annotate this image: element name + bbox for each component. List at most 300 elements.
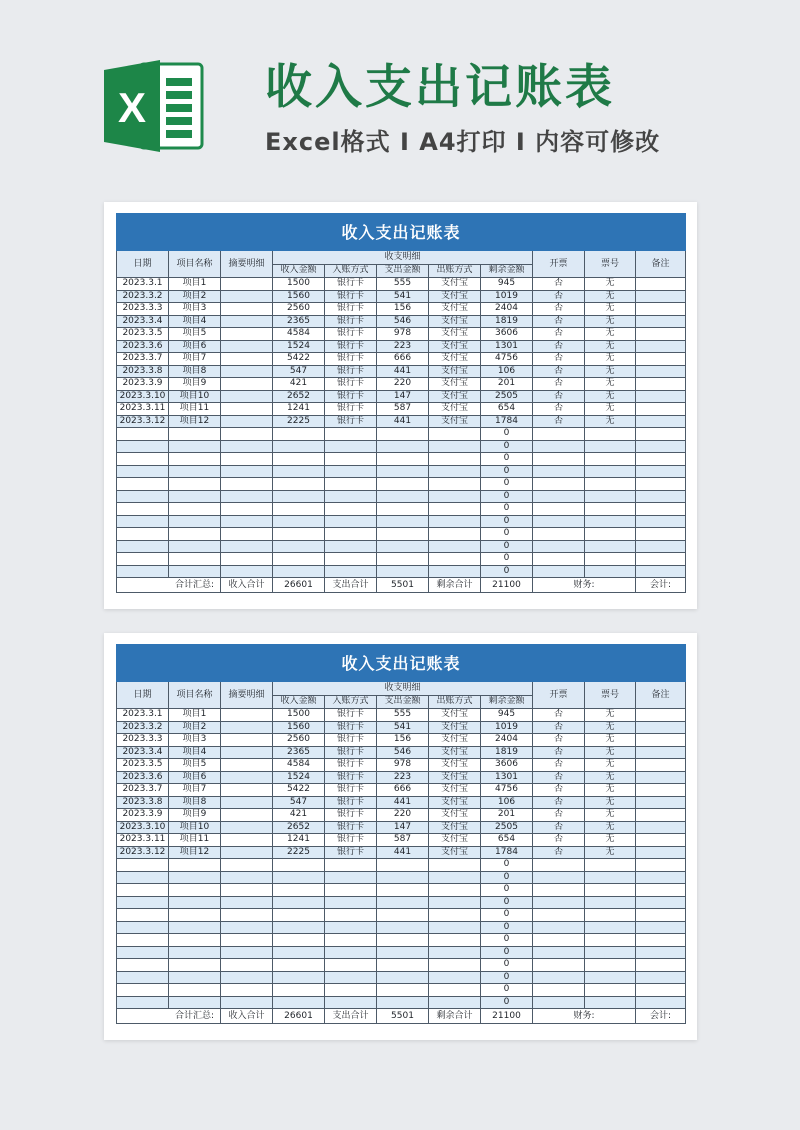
cell-balance: 0 — [481, 490, 533, 503]
cell-expense-method — [429, 884, 481, 897]
cell-summary — [221, 390, 273, 403]
cell-income: 2560 — [273, 303, 325, 316]
cell-item — [169, 428, 221, 441]
cell-balance: 201 — [481, 378, 533, 391]
cell-income-method: 银行卡 — [325, 746, 377, 759]
cell-ticket-no: 无 — [585, 278, 636, 291]
ledger-rows — [117, 278, 686, 578]
cell-expense-method: 支付宝 — [429, 834, 481, 847]
cell-expense — [377, 921, 429, 934]
cell-ticket-no: 无 — [585, 403, 636, 416]
cell-remarks — [636, 771, 686, 784]
table-row — [117, 934, 686, 947]
cell-summary — [221, 503, 273, 516]
cell-income-method — [325, 984, 377, 997]
cell-expense-method — [429, 996, 481, 1009]
cell-summary — [221, 896, 273, 909]
cell-item: 项目11 — [169, 834, 221, 847]
cell-item: 项目12 — [169, 415, 221, 428]
cell-expense — [377, 934, 429, 947]
cell-summary — [221, 771, 273, 784]
cell-invoice — [533, 515, 585, 528]
group-header-details: 收支明细 — [273, 682, 533, 696]
cell-invoice — [533, 553, 585, 566]
cell-invoice: 否 — [533, 378, 585, 391]
cell-summary — [221, 921, 273, 934]
cell-remarks — [636, 859, 686, 872]
cell-expense-method — [429, 909, 481, 922]
cell-ticket-no — [585, 996, 636, 1009]
cell-summary — [221, 746, 273, 759]
cell-ticket-no — [585, 934, 636, 947]
cell-remarks — [636, 734, 686, 747]
cell-income — [273, 959, 325, 972]
cell-income: 1524 — [273, 771, 325, 784]
cell-ticket-no — [585, 528, 636, 541]
cell-invoice: 否 — [533, 821, 585, 834]
cell-income-method — [325, 921, 377, 934]
cell-item: 项目1 — [169, 709, 221, 722]
cell-income: 4584 — [273, 328, 325, 341]
column-header-balance: 剩余金额 — [481, 264, 533, 278]
cell-balance: 1819 — [481, 746, 533, 759]
cell-date — [117, 884, 169, 897]
cell-income-method — [325, 946, 377, 959]
cell-income-method — [325, 490, 377, 503]
cell-income-method: 银行卡 — [325, 809, 377, 822]
cell-income — [273, 503, 325, 516]
cell-income — [273, 996, 325, 1009]
cell-remarks — [636, 440, 686, 453]
cell-item: 项目5 — [169, 759, 221, 772]
table-row — [117, 315, 686, 328]
cell-expense-method: 支付宝 — [429, 796, 481, 809]
cell-income-method — [325, 515, 377, 528]
table-row — [117, 859, 686, 872]
cell-summary — [221, 984, 273, 997]
cell-date: 2023.3.10 — [117, 390, 169, 403]
cell-item — [169, 959, 221, 972]
cell-balance: 2404 — [481, 734, 533, 747]
cell-remarks — [636, 946, 686, 959]
cell-invoice: 否 — [533, 746, 585, 759]
cell-balance: 4756 — [481, 353, 533, 366]
cell-remarks — [636, 465, 686, 478]
cell-income: 421 — [273, 378, 325, 391]
table-row — [117, 553, 686, 566]
cell-balance: 1301 — [481, 340, 533, 353]
cell-ticket-no — [585, 884, 636, 897]
table-row — [117, 290, 686, 303]
cell-balance: 4756 — [481, 784, 533, 797]
cell-income — [273, 440, 325, 453]
cell-expense-method: 支付宝 — [429, 784, 481, 797]
table-row — [117, 303, 686, 316]
cell-summary — [221, 428, 273, 441]
cell-invoice — [533, 478, 585, 491]
cell-income-method — [325, 528, 377, 541]
cell-expense — [377, 440, 429, 453]
cell-date — [117, 515, 169, 528]
table-row — [117, 328, 686, 341]
cell-summary — [221, 784, 273, 797]
cell-item — [169, 465, 221, 478]
cell-date — [117, 465, 169, 478]
table-row — [117, 453, 686, 466]
cell-item — [169, 565, 221, 578]
cell-expense — [377, 871, 429, 884]
cell-invoice — [533, 503, 585, 516]
totals-row — [117, 578, 686, 593]
cell-item: 项目2 — [169, 721, 221, 734]
cell-item: 项目4 — [169, 746, 221, 759]
cell-balance: 3606 — [481, 759, 533, 772]
cell-remarks — [636, 934, 686, 947]
cell-income-method — [325, 478, 377, 491]
cell-invoice: 否 — [533, 721, 585, 734]
cell-ticket-no: 无 — [585, 821, 636, 834]
cell-date — [117, 503, 169, 516]
cell-item — [169, 971, 221, 984]
cell-ticket-no — [585, 478, 636, 491]
column-header-item: 项目名称 — [169, 682, 221, 709]
cell-date: 2023.3.7 — [117, 784, 169, 797]
cell-income — [273, 428, 325, 441]
cell-summary — [221, 440, 273, 453]
cell-summary — [221, 946, 273, 959]
cell-balance: 0 — [481, 921, 533, 934]
column-header-income-method: 入账方式 — [325, 264, 377, 278]
table-row — [117, 984, 686, 997]
cell-ticket-no — [585, 490, 636, 503]
cell-summary — [221, 859, 273, 872]
cell-expense — [377, 565, 429, 578]
cell-balance: 1301 — [481, 771, 533, 784]
column-header-summary: 摘要明细 — [221, 251, 273, 278]
cell-ticket-no — [585, 453, 636, 466]
cell-summary — [221, 959, 273, 972]
cell-expense: 223 — [377, 771, 429, 784]
cell-invoice: 否 — [533, 709, 585, 722]
cell-date — [117, 871, 169, 884]
cell-invoice — [533, 921, 585, 934]
cell-expense — [377, 465, 429, 478]
cell-expense-method: 支付宝 — [429, 846, 481, 859]
cell-date: 2023.3.9 — [117, 809, 169, 822]
cell-date — [117, 440, 169, 453]
cell-remarks — [636, 984, 686, 997]
cell-expense — [377, 428, 429, 441]
cell-expense-method: 支付宝 — [429, 378, 481, 391]
cell-summary — [221, 528, 273, 541]
cell-invoice: 否 — [533, 340, 585, 353]
cell-date — [117, 528, 169, 541]
cell-balance: 106 — [481, 365, 533, 378]
cell-invoice: 否 — [533, 390, 585, 403]
cell-invoice — [533, 859, 585, 872]
cell-expense-method: 支付宝 — [429, 278, 481, 291]
expense-total-label: 支出合计 — [325, 578, 377, 593]
cell-income: 547 — [273, 365, 325, 378]
cell-expense: 555 — [377, 278, 429, 291]
cell-remarks — [636, 565, 686, 578]
cell-income — [273, 859, 325, 872]
cell-balance: 0 — [481, 440, 533, 453]
cell-balance: 3606 — [481, 328, 533, 341]
cell-date: 2023.3.9 — [117, 378, 169, 391]
cell-balance: 0 — [481, 984, 533, 997]
cell-income — [273, 553, 325, 566]
cell-income — [273, 896, 325, 909]
cell-ticket-no — [585, 921, 636, 934]
cell-ticket-no — [585, 440, 636, 453]
cell-ticket-no: 无 — [585, 846, 636, 859]
cell-invoice: 否 — [533, 403, 585, 416]
cell-invoice — [533, 896, 585, 909]
cell-ticket-no — [585, 896, 636, 909]
cell-summary — [221, 415, 273, 428]
cell-ticket-no — [585, 959, 636, 972]
cell-balance: 0 — [481, 946, 533, 959]
balance-total-value: 21100 — [481, 578, 533, 593]
cell-date — [117, 540, 169, 553]
cell-expense-method — [429, 984, 481, 997]
cell-expense — [377, 996, 429, 1009]
cell-expense-method — [429, 946, 481, 959]
cell-income: 2652 — [273, 390, 325, 403]
cell-expense — [377, 859, 429, 872]
cell-income — [273, 515, 325, 528]
accountant-label: 会计: — [636, 1009, 686, 1024]
cell-balance: 0 — [481, 540, 533, 553]
cell-ticket-no: 无 — [585, 378, 636, 391]
cell-expense — [377, 971, 429, 984]
cell-income — [273, 490, 325, 503]
cell-income-method: 银行卡 — [325, 784, 377, 797]
table-row — [117, 921, 686, 934]
cell-remarks — [636, 328, 686, 341]
cell-income-method — [325, 896, 377, 909]
cell-income — [273, 478, 325, 491]
table-row — [117, 734, 686, 747]
page-title: 收入支出记账表 — [265, 60, 615, 115]
income-total-label: 收入合计 — [221, 578, 273, 593]
cell-expense: 147 — [377, 821, 429, 834]
cell-invoice: 否 — [533, 771, 585, 784]
cell-income — [273, 540, 325, 553]
cell-income-method — [325, 996, 377, 1009]
cell-ticket-no: 无 — [585, 290, 636, 303]
column-header-income: 收入金额 — [273, 264, 325, 278]
cell-expense: 587 — [377, 403, 429, 416]
cell-invoice — [533, 453, 585, 466]
cell-remarks — [636, 784, 686, 797]
cell-expense — [377, 453, 429, 466]
cell-income: 5422 — [273, 353, 325, 366]
cell-item — [169, 984, 221, 997]
cell-summary — [221, 884, 273, 897]
cell-invoice — [533, 465, 585, 478]
column-header-ticket-no: 票号 — [585, 682, 636, 709]
column-header-summary: 摘要明细 — [221, 682, 273, 709]
cell-item: 项目6 — [169, 340, 221, 353]
cell-expense-method — [429, 528, 481, 541]
cell-balance: 0 — [481, 465, 533, 478]
cell-income-method: 银行卡 — [325, 759, 377, 772]
totals-label: 合计汇总: — [117, 1009, 221, 1024]
cell-invoice — [533, 996, 585, 1009]
cell-summary — [221, 796, 273, 809]
cell-summary — [221, 909, 273, 922]
cell-income: 421 — [273, 809, 325, 822]
cell-expense-method: 支付宝 — [429, 390, 481, 403]
cell-invoice: 否 — [533, 734, 585, 747]
cell-invoice — [533, 440, 585, 453]
cell-income: 2225 — [273, 846, 325, 859]
cell-ticket-no — [585, 540, 636, 553]
cell-ticket-no — [585, 871, 636, 884]
cell-item — [169, 553, 221, 566]
cell-income-method — [325, 553, 377, 566]
cell-balance: 2505 — [481, 390, 533, 403]
cell-ticket-no — [585, 859, 636, 872]
cell-income: 1500 — [273, 709, 325, 722]
cell-balance: 106 — [481, 796, 533, 809]
cell-income — [273, 884, 325, 897]
cell-invoice — [533, 490, 585, 503]
cell-remarks — [636, 821, 686, 834]
cell-income — [273, 565, 325, 578]
cell-remarks — [636, 796, 686, 809]
cell-invoice — [533, 428, 585, 441]
cell-remarks — [636, 315, 686, 328]
cell-invoice: 否 — [533, 846, 585, 859]
cell-remarks — [636, 503, 686, 516]
cell-summary — [221, 846, 273, 859]
cell-item — [169, 946, 221, 959]
cell-invoice — [533, 959, 585, 972]
cell-remarks — [636, 515, 686, 528]
cell-ticket-no — [585, 515, 636, 528]
table-row — [117, 871, 686, 884]
cell-remarks — [636, 759, 686, 772]
cell-remarks — [636, 746, 686, 759]
cell-summary — [221, 971, 273, 984]
cell-ticket-no — [585, 428, 636, 441]
column-header-remarks: 备注 — [636, 682, 686, 709]
cell-summary — [221, 834, 273, 847]
cell-ticket-no: 无 — [585, 328, 636, 341]
cell-date: 2023.3.6 — [117, 340, 169, 353]
cell-expense-method — [429, 490, 481, 503]
cell-balance: 0 — [481, 528, 533, 541]
cell-summary — [221, 478, 273, 491]
cell-date: 2023.3.2 — [117, 721, 169, 734]
cell-expense-method — [429, 428, 481, 441]
cell-item: 项目12 — [169, 846, 221, 859]
table-row — [117, 278, 686, 291]
cell-expense-method: 支付宝 — [429, 315, 481, 328]
table-row — [117, 946, 686, 959]
cell-income-method — [325, 934, 377, 947]
cell-remarks — [636, 709, 686, 722]
cell-invoice: 否 — [533, 365, 585, 378]
cell-balance: 1819 — [481, 315, 533, 328]
cell-remarks — [636, 540, 686, 553]
cell-summary — [221, 453, 273, 466]
cell-expense: 441 — [377, 796, 429, 809]
cell-ticket-no: 无 — [585, 721, 636, 734]
cell-balance: 654 — [481, 834, 533, 847]
cell-summary — [221, 553, 273, 566]
cell-date: 2023.3.3 — [117, 734, 169, 747]
cell-ticket-no: 无 — [585, 390, 636, 403]
column-header-income-method: 入账方式 — [325, 695, 377, 709]
cell-expense-method — [429, 553, 481, 566]
column-header-date: 日期 — [117, 682, 169, 709]
cell-invoice: 否 — [533, 415, 585, 428]
cell-income: 2652 — [273, 821, 325, 834]
table-row — [117, 540, 686, 553]
cell-expense — [377, 490, 429, 503]
cell-date — [117, 859, 169, 872]
cell-income: 2365 — [273, 315, 325, 328]
cell-expense-method — [429, 503, 481, 516]
cell-remarks — [636, 303, 686, 316]
cell-date: 2023.3.4 — [117, 315, 169, 328]
cell-expense: 546 — [377, 746, 429, 759]
cell-item: 项目4 — [169, 315, 221, 328]
cell-balance: 0 — [481, 503, 533, 516]
column-header-expense-method: 出账方式 — [429, 695, 481, 709]
cell-expense — [377, 884, 429, 897]
cell-balance: 0 — [481, 565, 533, 578]
cell-summary — [221, 871, 273, 884]
cell-expense-method: 支付宝 — [429, 759, 481, 772]
column-header-invoice: 开票 — [533, 682, 585, 709]
cell-income — [273, 453, 325, 466]
logo-letter: X — [117, 84, 147, 131]
cell-balance: 1784 — [481, 415, 533, 428]
cell-income: 1560 — [273, 721, 325, 734]
cell-expense — [377, 478, 429, 491]
cell-income-method: 银行卡 — [325, 290, 377, 303]
cell-expense: 978 — [377, 759, 429, 772]
cell-remarks — [636, 721, 686, 734]
cell-balance: 1784 — [481, 846, 533, 859]
ledger-sheet-1 — [104, 202, 697, 609]
cell-ticket-no: 无 — [585, 809, 636, 822]
table-row — [117, 465, 686, 478]
table-row — [117, 440, 686, 453]
cell-invoice — [533, 540, 585, 553]
cell-summary — [221, 365, 273, 378]
cell-balance: 0 — [481, 515, 533, 528]
cell-date: 2023.3.8 — [117, 365, 169, 378]
cell-expense-method — [429, 921, 481, 934]
cell-summary — [221, 821, 273, 834]
cell-expense: 546 — [377, 315, 429, 328]
cell-expense: 666 — [377, 784, 429, 797]
cell-income-method: 银行卡 — [325, 721, 377, 734]
cell-balance: 654 — [481, 403, 533, 416]
cell-expense: 587 — [377, 834, 429, 847]
table-row — [117, 428, 686, 441]
cell-remarks — [636, 378, 686, 391]
cell-item — [169, 934, 221, 947]
table-row — [117, 896, 686, 909]
cell-income: 1524 — [273, 340, 325, 353]
